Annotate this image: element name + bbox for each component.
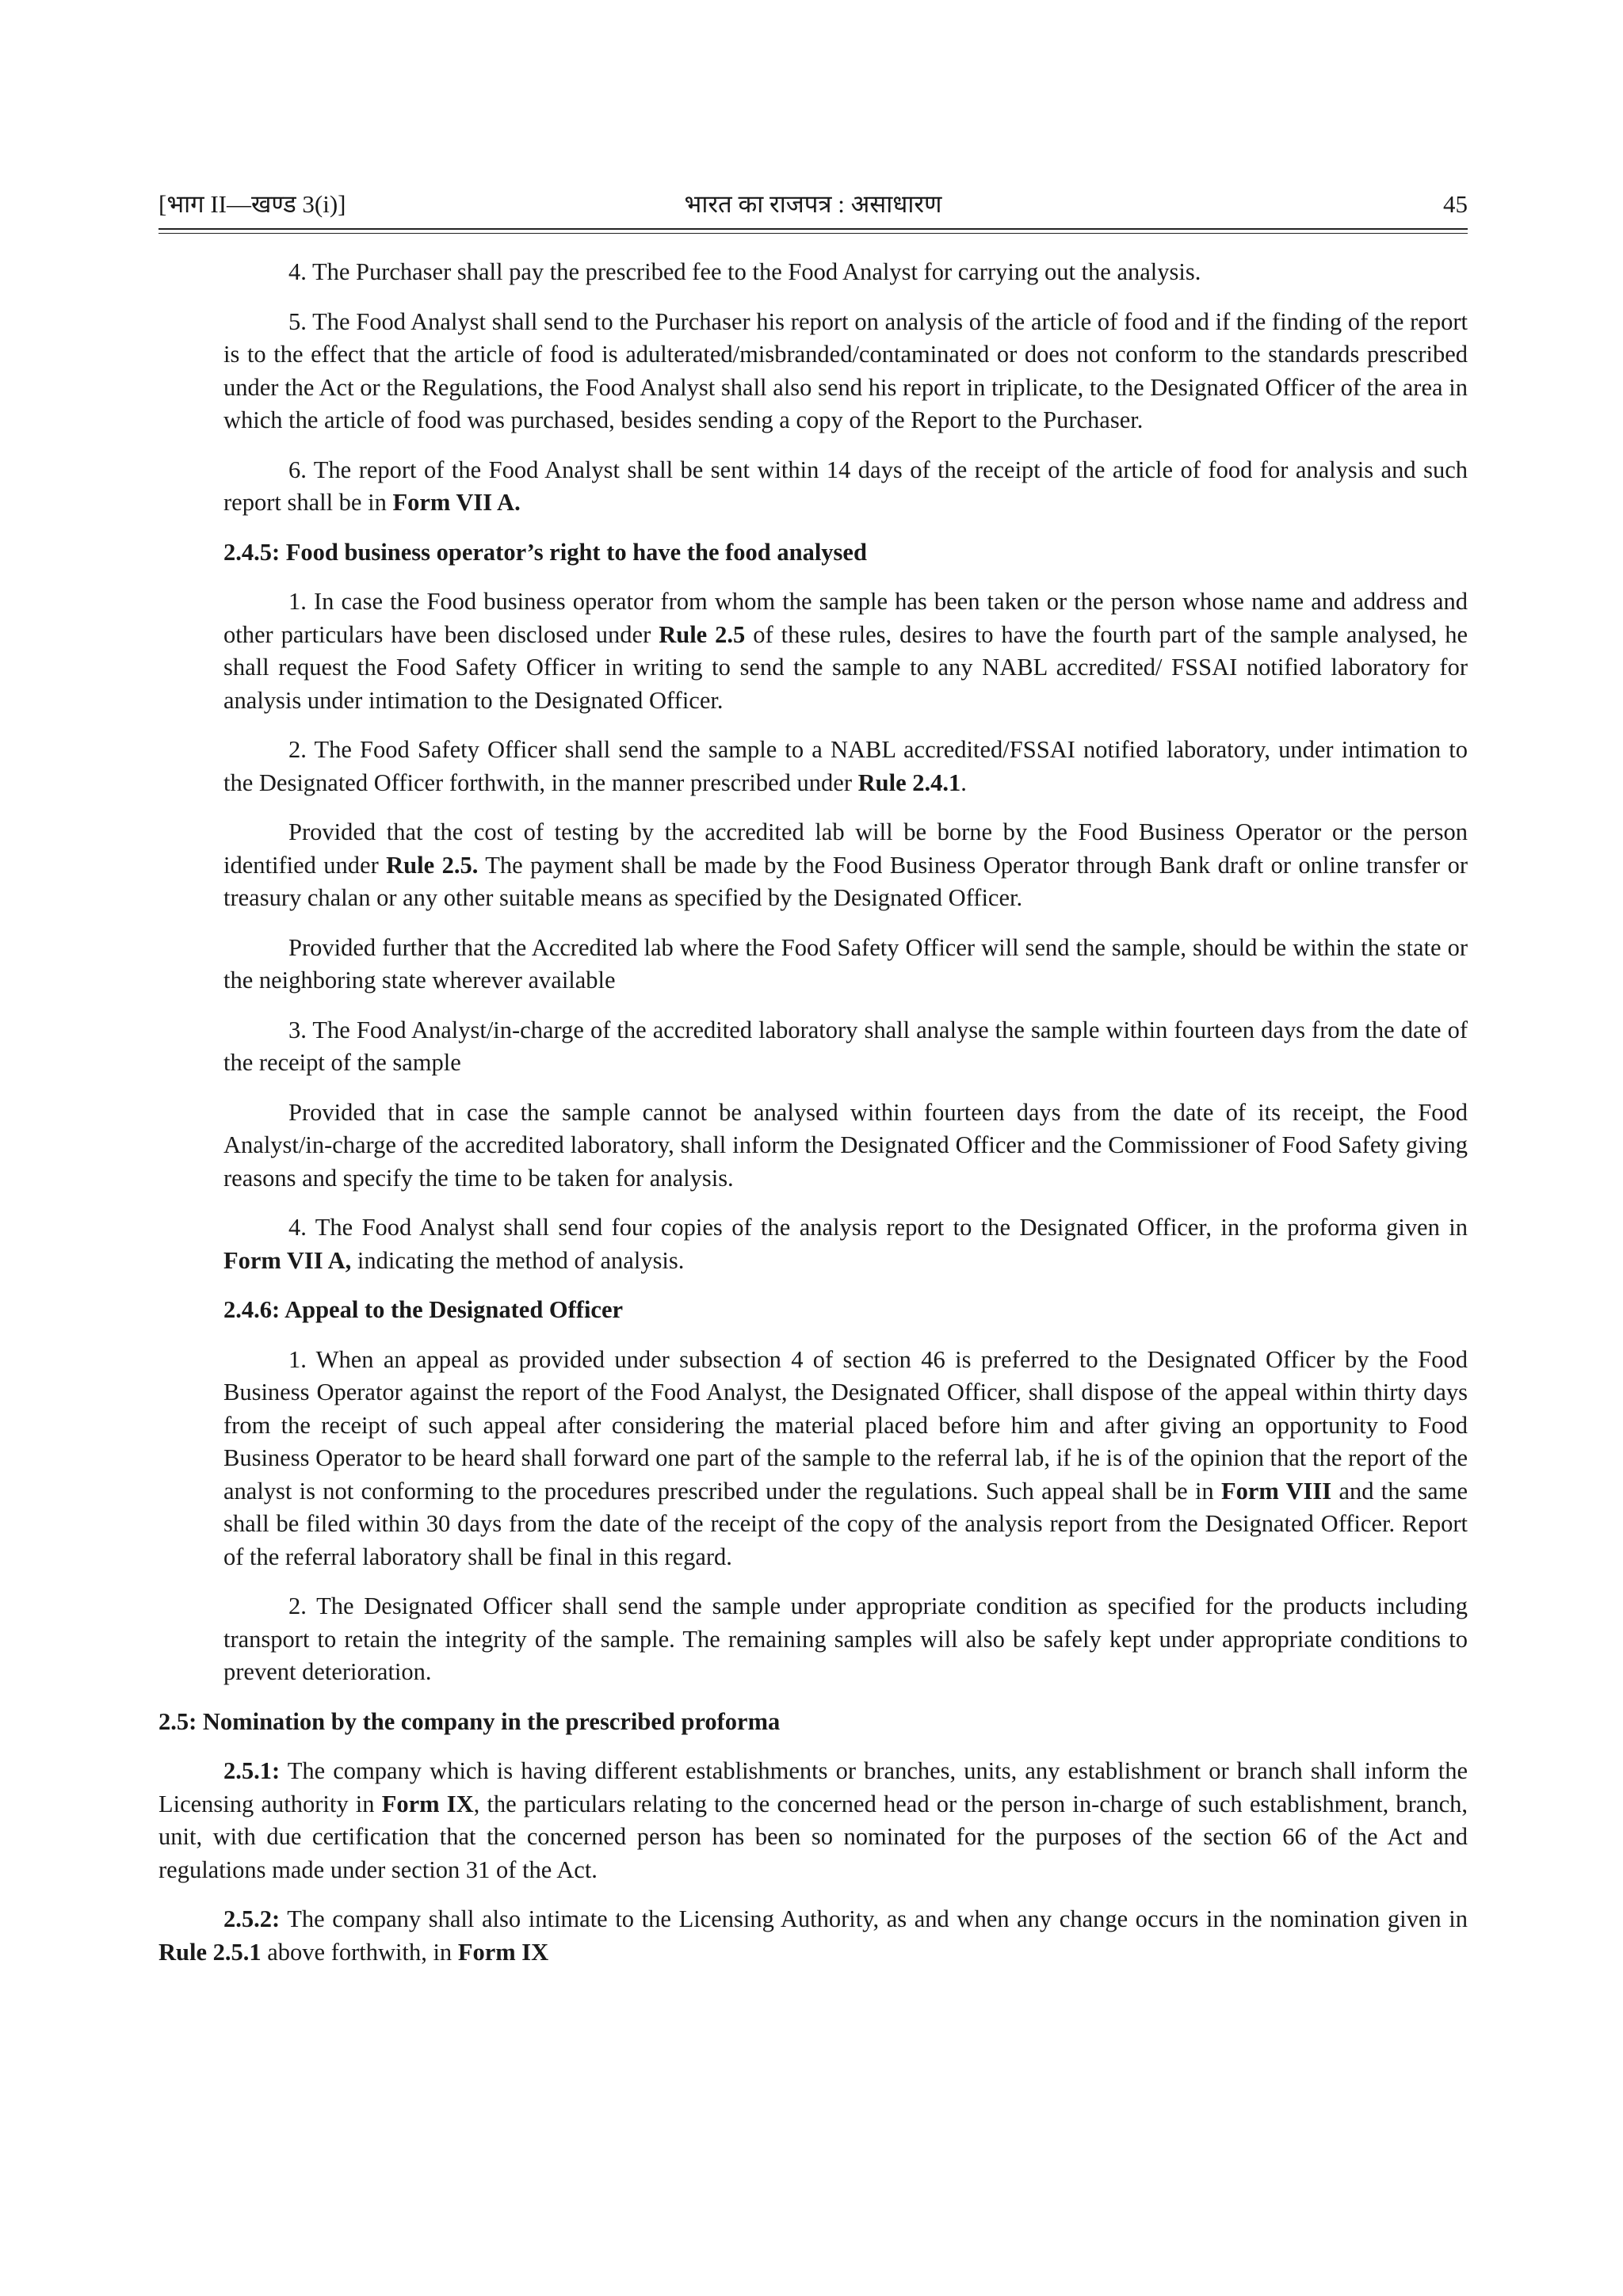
header-gazette-title: भारत का राजपत्र : असाधारण <box>684 190 942 218</box>
paragraph-purchaser-fee: 4. The Purchaser shall pay the prescribed fee to the Food Analyst for carrying out the analysis. <box>288 258 1201 285</box>
form-ref: Form IX <box>381 1790 474 1817</box>
clause-number: 2.5.2: <box>223 1905 281 1932</box>
header-part-section: [भाग II—खण्ड 3(i)] <box>158 190 346 218</box>
form-ref: Form IX <box>457 1938 549 1966</box>
proviso-delay: Provided that in case the sample cannot be analysed within fourteen days from the date of its receipt, the Food Analyst/in-charge of the accredited laboratory, shall inform the Designated Officer and the Commissioner of Food Safety giving reasons and specify the time to be taken for analysis. <box>223 1098 1468 1192</box>
paragraph-report-timeline: 6. The report of the Food Analyst shall be sent within 14 days of the receipt of the article of food for analysis and such report shall be in Form VII A. <box>223 456 1468 516</box>
paragraph-2-4-5-3: 3. The Food Analyst/in-charge of the accredited laboratory shall analyse the sample within fourteen days from the date of the receipt of the sample <box>223 1016 1468 1076</box>
paragraph-analyst-report: 5. The Food Analyst shall send to the Purchaser his report on analysis of the article of food and if the finding of the report is to the effect that the article of food is adulterated/misbranded/contaminated or does not conform to the standards prescribed under the Act or the Regulations, the Food Analyst shall also send his report in triplicate, to the Designated Officer of the area in which the article of food was purchased, besides sending a copy of the Report to the Purchaser. <box>223 307 1468 433</box>
heading-2-4-5: 2.4.5: Food business operator’s right to have the food analysed <box>223 538 867 566</box>
paragraph-2-4-5-4: 4. The Food Analyst shall send four copies of the analysis report to the Designated Officer, in the proforma given in Form VII A, indicating the method of analysis. <box>223 1214 1468 1274</box>
document-body <box>158 256 1468 1969</box>
page-header <box>158 184 1468 225</box>
gazette-page <box>158 184 1468 1985</box>
paragraph-2-4-5-2: 2. The Food Safety Officer shall send the sample to a NABL accredited/FSSAI notified laboratory, under intimation to the Designated Officer forthwith, in the manner prescribed under Rule 2.4.1. <box>223 736 1468 796</box>
form-ref: Form VII A, <box>223 1246 352 1274</box>
paragraph-2-4-6-1: 1. When an appeal as provided under subsection 4 of section 46 is preferred to the Designated Officer by the Food Business Operator against the report of the Food Analyst, the Designated Officer, shall dispose of the appeal within thirty days from the receipt of such appeal after considering the material placed before him and after giving an opportunity to Food Business Operator to be heard shall forward one part of the sample to the referral lab, if he is of the opinion that the report of the analyst is not conforming to the procedures prescribed under the regulations. Such appeal shall be in Form VIII and the same shall be filed within 30 days from the date of the receipt of the copy of the analysis report from the Designated Officer. Report of the referral laboratory shall be final in this regard. <box>223 1345 1468 1570</box>
proviso-cost-testing: Provided that the cost of testing by the accredited lab will be borne by the Food Business Operator or the person identified under Rule 2.5. The payment shall be made by the Food Business Operator through Bank draft or online transfer or treasury chalan or any other suitable means as specified by the Designated Officer. <box>223 818 1468 911</box>
rule-ref: Rule 2.5 <box>659 620 746 648</box>
paragraph-2-4-6-2: 2. The Designated Officer shall send the sample under appropriate condition as specified for the products including transport to retain the integrity of the sample. The remaining samples will also be safely kept under appropriate conditions to prevent deterioration. <box>223 1592 1468 1685</box>
heading-2-4-6: 2.4.6: Appeal to the Designated Officer <box>223 1296 624 1323</box>
form-ref: Form VIII <box>1220 1477 1332 1505</box>
clause-number: 2.5.1: <box>223 1757 281 1784</box>
form-ref: Form VII A. <box>392 489 521 516</box>
rule-ref: Rule 2.5. <box>386 851 479 879</box>
rule-ref: Rule 2.5.1 <box>158 1938 262 1966</box>
paragraph-2-5-1: 2.5.1: The company which is having different establishments or branches, units, any establishment or branch shall inform the Licensing authority in Form IX, the particulars relating to the concerned head or the person in-charge of such establishment, branch, unit, with due certification that the concerned person has been so nominated for the purposes of the section 66 of the Act and regulations made under section 31 of the Act. <box>158 1757 1468 1883</box>
proviso-lab-location: Provided further that the Accredited lab where the Food Safety Officer will send the sample, should be within the state or the neighboring state wherever available <box>223 933 1468 994</box>
header-rule-thin <box>158 233 1468 234</box>
header-page-number: 45 <box>1443 190 1468 218</box>
header-rule-thick <box>158 228 1468 230</box>
heading-2-5: 2.5: Nomination by the company in the prescribed proforma <box>158 1707 781 1735</box>
paragraph-2-4-5-1: 1. In case the Food business operator from whom the sample has been taken or the person whose name and address and other particulars have been disclosed under Rule 2.5 of these rules, desires to have the fourth part of the sample analysed, he shall request the Food Safety Officer in writing to send the sample to any NABL accredited/ FSSAI notified laboratory for analysis under intimation to the Designated Officer. <box>223 588 1468 714</box>
paragraph-2-5-2: 2.5.2: The company shall also intimate to the Licensing Authority, as and when any change occurs in the nomination given in Rule 2.5.1 above forthwith, in Form IX <box>158 1905 1468 1966</box>
rule-ref: Rule 2.4.1 <box>857 769 961 796</box>
